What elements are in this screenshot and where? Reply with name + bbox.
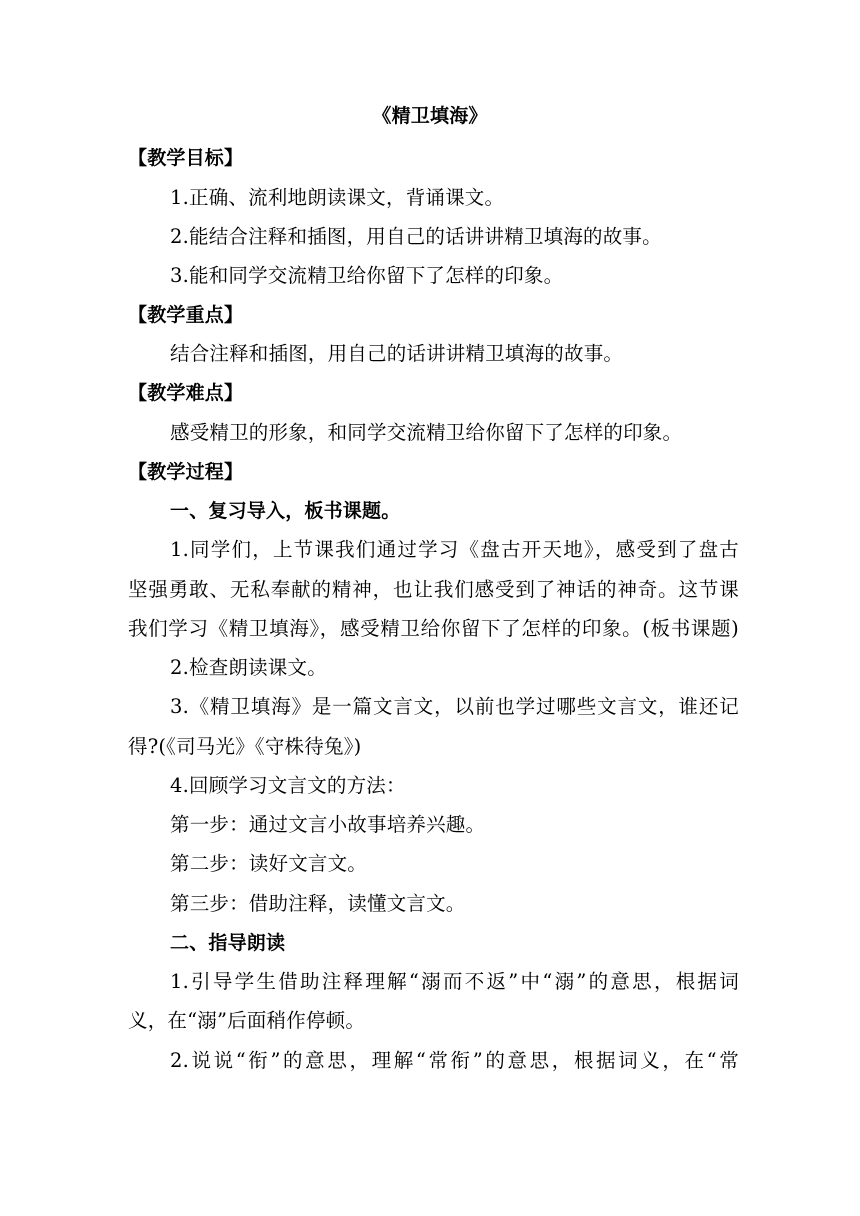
section-heading-difficulties: 【教学难点】 [128, 382, 244, 404]
paragraph-line: 1.同学们，上节课我们通过学习《盘古开天地》，感受到了盘古 [170, 538, 739, 561]
paragraph-line: 2.检查朗读课文。 [170, 656, 327, 679]
paragraph-line: 第一步：通过文言小故事培养兴趣。 [170, 813, 486, 836]
paragraph-line: 1.引导学生借助注释理解“溺而不返”中“溺”的意思，根据词 [170, 970, 739, 993]
paragraph-line: 第三步：借助注释，读懂文言文。 [170, 892, 466, 915]
objective-item-1: 1.正确、流利地朗读课文，背诵课文。 [170, 186, 505, 209]
section-heading-objectives: 【教学目标】 [128, 147, 244, 169]
section-heading-process: 【教学过程】 [128, 461, 244, 483]
paragraph-line: 3.《精卫填海》是一篇文言文，以前也学过哪些文言文，谁还记 [170, 695, 739, 718]
paragraph-line: 4.回顾学习文言文的方法： [170, 774, 406, 797]
paragraph-line: 我们学习《精卫填海》，感受精卫给你留下了怎样的印象。(板书课题) [128, 617, 739, 640]
paragraph-line: 得?(《司马光》《守株待兔》) [128, 735, 362, 758]
section-heading-key-points: 【教学重点】 [128, 304, 244, 326]
paragraph-line: 坚强勇敢、无私奉献的精神，也让我们感受到了神话的神奇。这节课 [128, 578, 739, 601]
process-step-1-heading: 一、复习导入，板书课题。 [170, 500, 401, 522]
key-points-text: 结合注释和插图，用自己的话讲讲精卫填海的故事。 [170, 342, 624, 365]
process-step-2-heading: 二、指导朗读 [170, 932, 286, 954]
paragraph-line: 第二步：读好文言文。 [170, 852, 368, 875]
difficulties-text: 感受精卫的形象，和同学交流精卫给你留下了怎样的印象。 [170, 421, 683, 444]
objective-item-3: 3.能和同学交流精卫给你留下了怎样的印象。 [170, 264, 564, 287]
paragraph-line: 2.说说“衔”的意思，理解“常衔”的意思，根据词义，在“常 [170, 1049, 739, 1072]
objective-item-2: 2.能结合注释和插图，用自己的话讲讲精卫填海的故事。 [170, 225, 662, 248]
document-title: 《精卫填海》 [372, 105, 488, 127]
paragraph-line: 义，在“溺”后面稍作停顿。 [128, 1009, 366, 1032]
